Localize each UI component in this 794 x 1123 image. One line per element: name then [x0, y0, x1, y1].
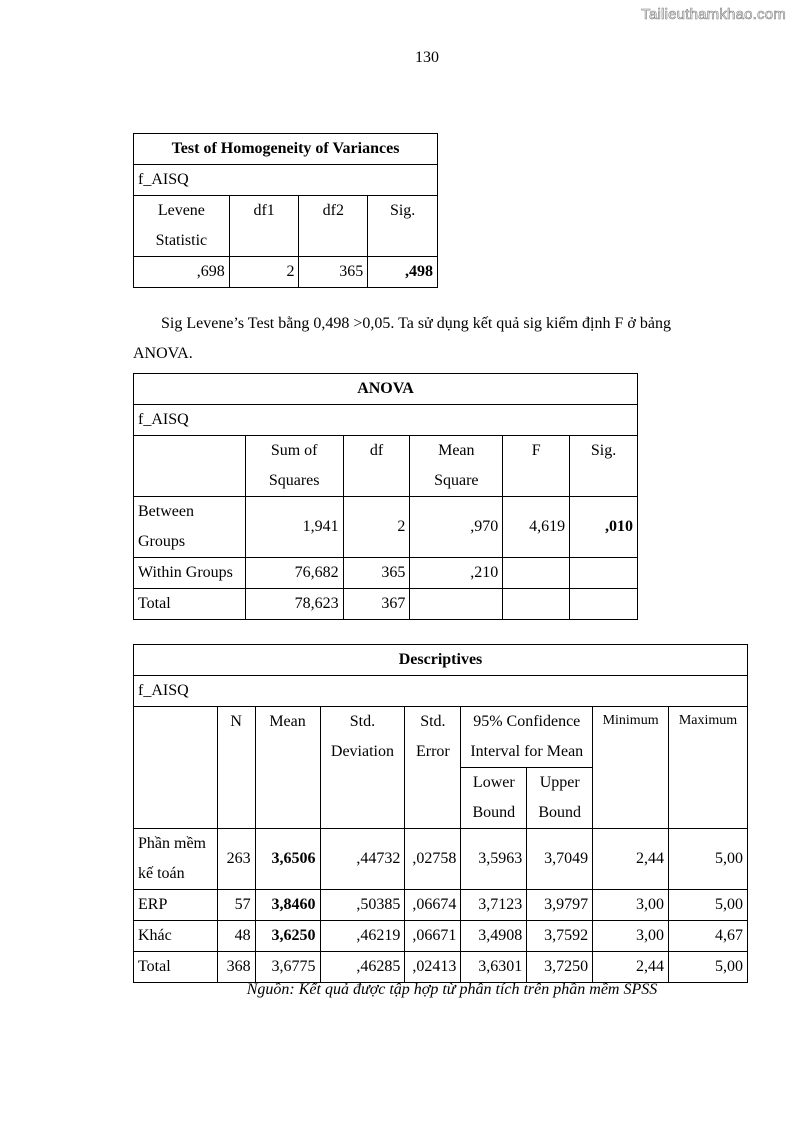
mean-value: 3,6506 [255, 829, 320, 890]
mean-square-header-line2: Square [434, 472, 479, 489]
n-value: 48 [217, 921, 255, 952]
empty-cell [410, 589, 503, 620]
mean-value: 3,6250 [255, 921, 320, 952]
se-value: ,02413 [405, 952, 461, 983]
watermark: Tailieuthamkhao.com [641, 6, 786, 23]
anova-sig-header: Sig. [570, 436, 638, 497]
upper-value: 3,7049 [527, 829, 593, 890]
upper-bound-header [527, 768, 593, 829]
table-row [134, 497, 638, 558]
ms-value: ,970 [410, 497, 503, 558]
ms-value: ,210 [410, 558, 503, 589]
df-value: 2 [343, 497, 410, 558]
std-deviation-header-line1: Std. [349, 713, 376, 730]
df-header: df [343, 436, 410, 497]
std-error-header-line1: Std. [420, 713, 446, 730]
row-label [134, 497, 246, 558]
paragraph-line2: ANOVA. [133, 345, 193, 362]
lower-value: 3,6301 [461, 952, 527, 983]
row-label-line1: Between [138, 503, 194, 520]
page-number: 130 [415, 49, 439, 66]
table-row [134, 921, 748, 952]
table-row [134, 589, 638, 620]
std-error-header [405, 707, 461, 829]
anova-table [133, 373, 638, 620]
levene-header-line2: Statistic [155, 232, 208, 249]
sum-of-squares-header [245, 436, 343, 497]
max-value: 4,67 [669, 921, 748, 952]
mean-value: 3,8460 [255, 890, 320, 921]
lower-value: 3,4908 [461, 921, 527, 952]
se-value: ,02758 [405, 829, 461, 890]
homogeneity-title: Test of Homogeneity of Variances [134, 134, 438, 165]
min-value: 2,44 [593, 829, 669, 890]
sig-header: Sig. [368, 196, 438, 257]
ss-value: 78,623 [245, 589, 343, 620]
row-label-line1: Phần mềm [138, 835, 206, 852]
row-label: ERP [134, 890, 218, 921]
df-value: 365 [343, 558, 410, 589]
df1-value: 2 [229, 257, 299, 288]
levene-value: ,698 [134, 257, 230, 288]
anova-variable: f_AISQ [134, 405, 638, 436]
anova-corner [134, 436, 246, 497]
f-header: F [503, 436, 570, 497]
n-value: 263 [217, 829, 255, 890]
row-label: Total [134, 589, 246, 620]
anova-sig-value: ,010 [570, 497, 638, 558]
descriptives-title: Descriptives [134, 645, 748, 676]
upper-value: 3,7592 [527, 921, 593, 952]
lower-value: 3,7123 [461, 890, 527, 921]
empty-cell [503, 558, 570, 589]
n-value: 368 [217, 952, 255, 983]
max-value: 5,00 [669, 952, 748, 983]
source-note: Nguồn: Kết quả được tập hợp từ phân tích trên phần mềm SPSS [246, 981, 658, 998]
row-label: Total [134, 952, 218, 983]
minimum-header: Minimum [593, 707, 669, 829]
lower-bound-header [461, 768, 527, 829]
row-label: Khác [134, 921, 218, 952]
sd-value: ,50385 [320, 890, 405, 921]
empty-cell [503, 589, 570, 620]
upper-bound-header-line2: Bound [538, 804, 582, 821]
std-error-header-line2: Error [415, 743, 450, 760]
min-value: 3,00 [593, 921, 669, 952]
confidence-interval-header-line2: Interval for Mean [470, 743, 584, 760]
df-value: 367 [343, 589, 410, 620]
descriptives-variable: f_AISQ [134, 676, 748, 707]
table-row [134, 890, 748, 921]
se-value: ,06674 [405, 890, 461, 921]
min-value: 3,00 [593, 890, 669, 921]
row-label [134, 829, 218, 890]
df2-header: df2 [299, 196, 368, 257]
max-value: 5,00 [669, 890, 748, 921]
table-row [134, 829, 748, 890]
empty-cell [570, 589, 638, 620]
sum-of-squares-header-line2: Squares [268, 472, 320, 489]
sd-value: ,44732 [320, 829, 405, 890]
sd-value: ,46219 [320, 921, 405, 952]
sd-value: ,46285 [320, 952, 405, 983]
row-label: Within Groups [134, 558, 246, 589]
lower-bound-header-line2: Bound [472, 804, 516, 821]
empty-cell [570, 558, 638, 589]
lower-value: 3,5963 [461, 829, 527, 890]
lower-bound-header-line1: Lower [472, 774, 515, 791]
confidence-interval-header [461, 707, 593, 768]
row-label-line2: kế toán [138, 865, 185, 882]
f-value: 4,619 [503, 497, 570, 558]
ss-value: 1,941 [245, 497, 343, 558]
mean-square-header [410, 436, 503, 497]
anova-title: ANOVA [134, 374, 638, 405]
descriptives-table [133, 644, 748, 983]
n-value: 57 [217, 890, 255, 921]
paragraph [133, 309, 733, 369]
row-label-line2: Groups [138, 533, 186, 550]
levene-header-line1: Levene [157, 202, 205, 219]
mean-header: Mean [255, 707, 320, 829]
ss-value: 76,682 [245, 558, 343, 589]
std-deviation-header-line2: Deviation [330, 743, 394, 760]
homogeneity-variable: f_AISQ [134, 165, 438, 196]
mean-value: 3,6775 [255, 952, 320, 983]
table-row [134, 952, 748, 983]
upper-value: 3,7250 [527, 952, 593, 983]
sum-of-squares-header-line1: Sum of [270, 442, 318, 459]
max-value: 5,00 [669, 829, 748, 890]
maximum-header: Maximum [669, 707, 748, 829]
upper-value: 3,9797 [527, 890, 593, 921]
sig-value: ,498 [368, 257, 438, 288]
levene-header [134, 196, 230, 257]
std-deviation-header [320, 707, 405, 829]
table-row [134, 558, 638, 589]
mean-square-header-line1: Mean [438, 442, 475, 459]
df1-header: df1 [229, 196, 299, 257]
descriptives-corner [134, 707, 218, 829]
se-value: ,06671 [405, 921, 461, 952]
n-header: N [217, 707, 255, 829]
df2-value: 365 [299, 257, 368, 288]
confidence-interval-header-line1: 95% Confidence [473, 713, 581, 730]
min-value: 2,44 [593, 952, 669, 983]
paragraph-line1: Sig Levene’s Test bằng 0,498 >0,05. Ta sử dụng kết quả sig kiểm định F ở bảng [161, 315, 671, 332]
homogeneity-table [133, 133, 438, 288]
upper-bound-header-line1: Upper [539, 774, 580, 791]
